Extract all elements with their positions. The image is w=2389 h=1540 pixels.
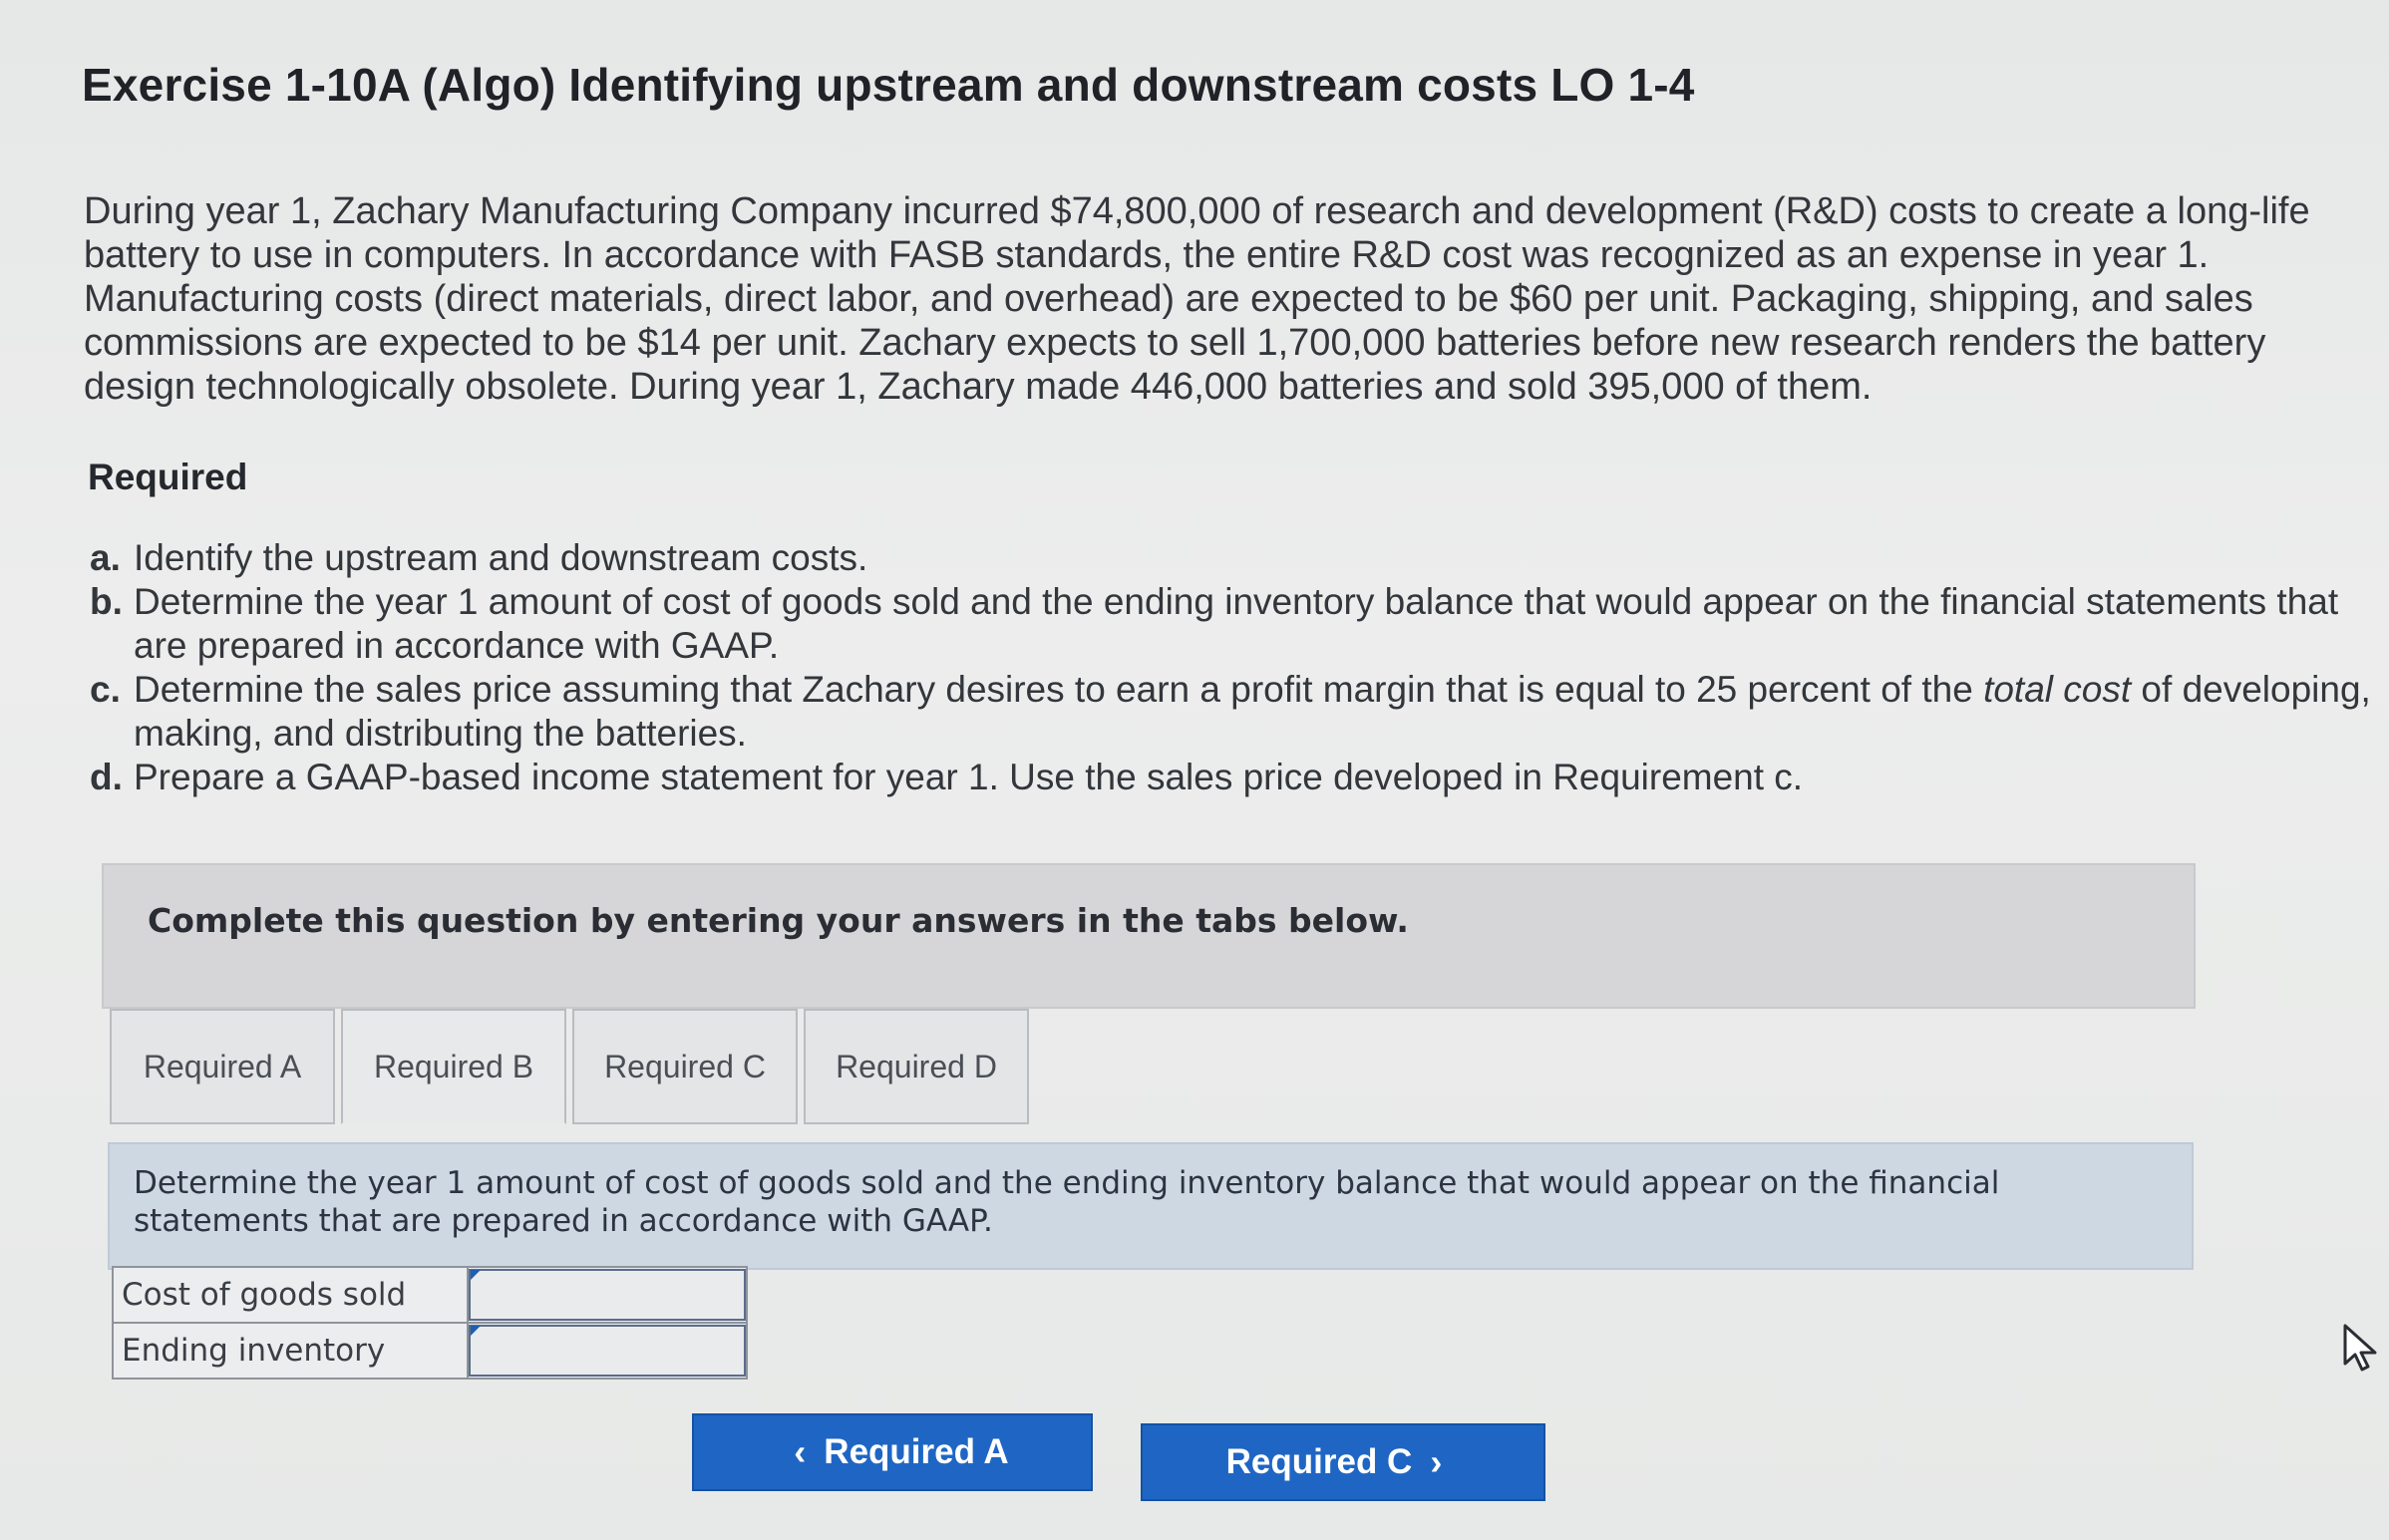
next-required-button[interactable] xyxy=(1141,1423,1545,1501)
requirement-d xyxy=(90,756,2383,799)
requirement-text-part: Determine the sales price assuming that Zachary desires to earn a profit margin that is equal to 25 percent of the xyxy=(134,669,1984,710)
answer-cell xyxy=(468,1267,747,1323)
exercise-title: Exercise 1-10A (Algo) Identifying upstream and downstream costs LO 1-4 xyxy=(82,59,1695,111)
cell-flag-icon xyxy=(471,1326,481,1336)
problem-description: During year 1, Zachary Manufacturing Company incurred $74,800,000 of research and development (R&D) costs to create a long-life battery to use in computers. In accordance with FASB standards, the entire R&D cost was recognized as an expense in year 1. Manufacturing costs (direct materials, direct labor, and overhead) are expected to be $60 per unit. Packaging, shipping, and sales commissions are expected to be $14 per unit. Zachary expects to sell 1,700,000 batteries before new research renders the battery design technologically obsolete. During year 1, Zachary made 446,000 batteries and sold 395,000 of them. xyxy=(84,190,2310,408)
tab-required-d[interactable]: Required D xyxy=(804,1009,1029,1124)
requirement-c xyxy=(90,668,2383,756)
mouse-pointer-icon xyxy=(2341,1324,2381,1374)
instructions-text: Complete this question by entering your answers in the tabs below. xyxy=(148,901,1409,940)
requirements-list xyxy=(90,536,2383,799)
requirement-b xyxy=(90,580,2383,668)
previous-button-label: Required A xyxy=(824,1432,1009,1471)
requirement-letter: d. xyxy=(90,757,123,797)
answer-cell xyxy=(468,1323,747,1379)
requirement-text-part: of developing, making, and distributing the batteries. xyxy=(134,669,2371,754)
requirement-text: Identify the upstream and downstream costs. xyxy=(134,537,868,578)
chevron-right-icon: › xyxy=(1430,1441,1443,1482)
tab-required-b[interactable]: Required B xyxy=(341,1009,566,1124)
row-label-cost-of-goods-sold: Cost of goods sold xyxy=(113,1267,468,1323)
requirement-letter: b. xyxy=(90,581,123,622)
previous-required-button[interactable] xyxy=(692,1413,1093,1491)
panel-instruction: Determine the year 1 amount of cost of goods sold and the ending inventory balance that would appear on the financial statements that are prepared in accordance with GAAP. xyxy=(134,1165,2000,1239)
tab-required-c[interactable]: Required C xyxy=(572,1009,798,1124)
ending-inventory-input[interactable] xyxy=(469,1325,746,1377)
cost-of-goods-sold-input[interactable] xyxy=(469,1269,746,1321)
row-label-ending-inventory: Ending inventory xyxy=(113,1323,468,1379)
table-row xyxy=(113,1323,747,1379)
requirement-text-emphasis: total cost xyxy=(1983,669,2132,710)
chevron-left-icon: ‹ xyxy=(794,1431,807,1472)
table-row xyxy=(113,1267,747,1323)
tab-panel-instruction-box xyxy=(108,1142,2194,1270)
requirement-text xyxy=(134,668,2383,756)
requirement-letter: c. xyxy=(90,669,121,710)
requirement-letter: a. xyxy=(90,537,121,578)
next-button-label: Required C xyxy=(1225,1442,1413,1481)
requirement-text: Prepare a GAAP-based income statement for year 1. Use the sales price developed in Requirement c. xyxy=(134,757,1804,797)
tab-required-a[interactable]: Required A xyxy=(110,1009,335,1124)
required-heading: Required xyxy=(88,457,248,497)
instructions-box xyxy=(102,863,2196,1009)
cell-flag-icon xyxy=(471,1270,481,1280)
answer-table xyxy=(112,1266,748,1380)
requirement-text: Determine the year 1 amount of cost of goods sold and the ending inventory balance that would appear on the financial statements that are prepared in accordance with GAAP. xyxy=(134,581,2339,666)
requirement-a xyxy=(90,536,2383,580)
requirement-tabs xyxy=(110,1009,1035,1126)
